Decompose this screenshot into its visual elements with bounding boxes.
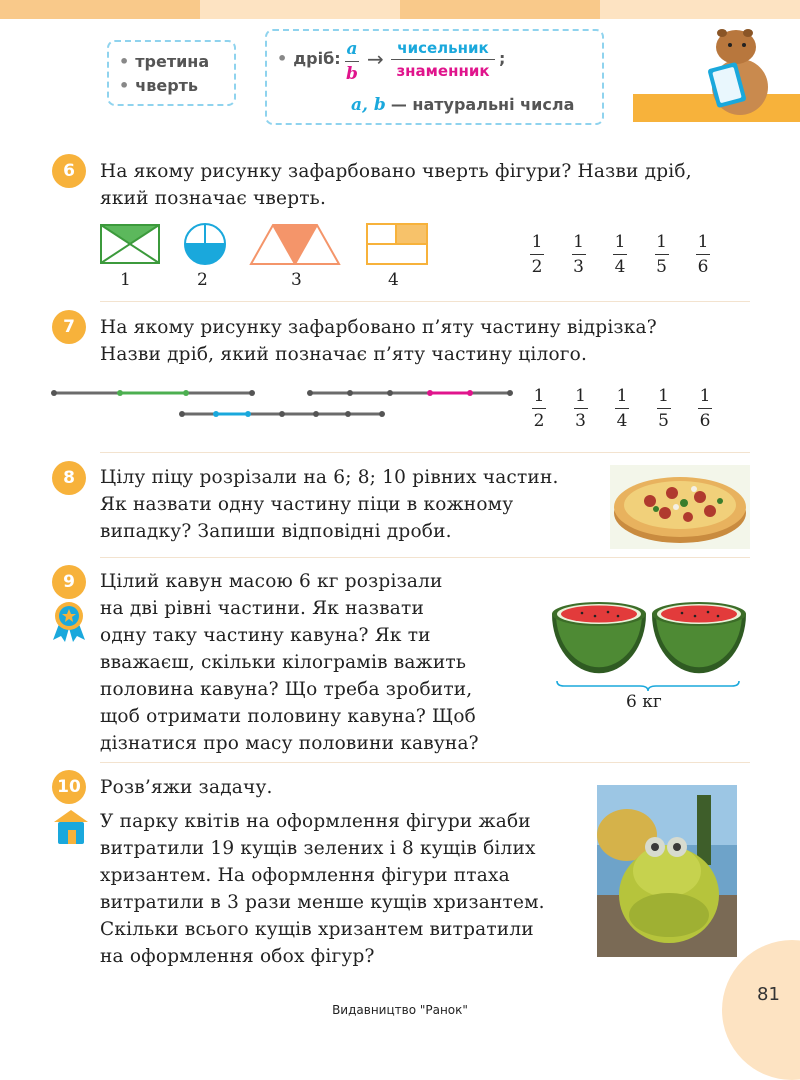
fraction-option: $\frac{1}{2}$ <box>531 232 543 277</box>
top-bar-3 <box>400 0 600 19</box>
top-bar-1 <box>0 0 200 19</box>
separator <box>100 301 750 302</box>
task-10-number: 10 <box>52 770 86 804</box>
top-bar-2 <box>200 0 400 19</box>
figure-label-3: 3 <box>291 270 302 290</box>
fraction-option: $\frac{1}{4}$ <box>616 386 628 431</box>
task-6-fraction-options <box>530 232 710 277</box>
separator <box>100 452 750 453</box>
arrow-icon: → <box>367 47 384 71</box>
task-6-number: 6 <box>52 154 86 188</box>
home-task-icon <box>52 808 90 846</box>
pizza-image <box>610 465 750 549</box>
figure-label-2: 2 <box>197 270 208 290</box>
figure-2-circle <box>184 223 226 265</box>
fraction-option: $\frac{1}{2}$ <box>533 386 545 431</box>
task-10-text: У парку квітів на оформлення фігури жаби витратили 19 кущів зелених і 8 кущів білих хризантем. На оформлення фігури птаха витратили в 3 рази менше кущів хризантем. Скільки всього кущів хризантем витратили на оформлення обох фігур? <box>100 811 545 967</box>
figure-3-triangles <box>249 224 341 266</box>
top-bar-4 <box>600 0 800 19</box>
semicolon: ; <box>499 49 506 68</box>
medal-icon <box>51 600 87 642</box>
fraction-definition-box <box>265 29 604 125</box>
figure-label-1: 1 <box>120 270 131 290</box>
fraction-option: $\frac{1}{3}$ <box>573 232 584 277</box>
fraction-option: $\frac{1}{6}$ <box>699 386 711 431</box>
task-9-number: 9 <box>52 565 86 599</box>
fraction-label: • дріб: <box>277 49 341 68</box>
segments-diagram <box>48 384 518 420</box>
page-number: 81 <box>757 984 780 1005</box>
frog-topiary-photo <box>597 785 737 957</box>
task-7-fraction-options <box>532 386 712 431</box>
fraction-option: $\frac{1}{4}$ <box>614 232 626 277</box>
figure-4-rectangle <box>366 223 428 265</box>
task-10-title: Розв’яжи задачу. <box>100 777 273 798</box>
natural-numbers-note: a, b — натуральні числа <box>351 95 575 115</box>
vocab-box <box>107 40 236 106</box>
fraction-option: $\frac{1}{5}$ <box>658 386 669 431</box>
fraction-option: $\frac{1}{3}$ <box>575 386 586 431</box>
watermelon-halves-image <box>550 600 748 678</box>
fraction-option: $\frac{1}{6}$ <box>697 232 709 277</box>
brace-icon <box>556 680 740 692</box>
separator <box>100 762 750 763</box>
capybara-reading-icon <box>700 25 780 117</box>
vocab-word-2: • чверть <box>119 76 199 95</box>
figure-label-4: 4 <box>388 270 399 290</box>
task-7-number: 7 <box>52 310 86 344</box>
task-9-text: Цілий кавун масою 6 кг розрізали на дві рівні частини. Як назвати одну таку частину кавуна? Як ти вважаєш, скільки кілограмів важить половина кавуна? Що треба зробити, щоб отримати половину кавуна? Щоб дізнатися про масу половини кавуна? <box>100 571 479 754</box>
task-8-number: 8 <box>52 461 86 495</box>
task-7-text: На якому рисунку зафарбовано п’яту частину відрізка? Назви дріб, який позначає п’яту частину цілого. <box>100 317 657 365</box>
vocab-word-1: • третина <box>119 52 210 71</box>
figure-1-envelope <box>100 224 160 264</box>
weight-label: 6 кг <box>626 692 662 712</box>
task-8-text: Цілу піцу розрізали на 6; 8; 10 рівних частин. Як назвати одну частину піци в кожному випадку? Запиши відповідні дроби. <box>100 467 559 542</box>
separator <box>100 557 750 558</box>
fraction-ab: $\frac{a}{b}$ <box>346 39 358 84</box>
task-6-text: На якому рисунку зафарбовано чверть фігури? Назви дріб, який позначає чверть. <box>100 161 692 209</box>
fraction-words: чисельник знаменник <box>391 39 495 80</box>
publisher-footer: Видавництво "Ранок" <box>332 1003 468 1017</box>
fraction-option: $\frac{1}{5}$ <box>656 232 667 277</box>
